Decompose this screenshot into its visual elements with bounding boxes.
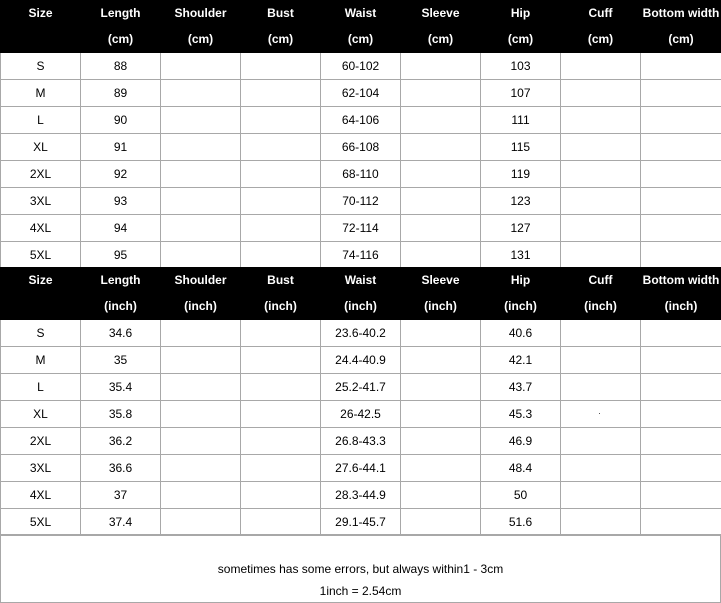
table-cell: 111 xyxy=(481,107,561,134)
table-cell: 88 xyxy=(81,53,161,80)
table-cell: 95 xyxy=(81,242,161,269)
table-cell xyxy=(641,107,721,134)
table-cell: 123 xyxy=(481,188,561,215)
table-cell: 66-108 xyxy=(321,134,401,161)
table-row xyxy=(1,107,721,134)
table-cell: 35.8 xyxy=(81,401,161,428)
table-cell xyxy=(641,53,721,80)
table-cell xyxy=(561,188,641,215)
table-cell xyxy=(241,428,321,455)
table-cell: 43.7 xyxy=(481,374,561,401)
measurement-note xyxy=(0,534,721,603)
table-row xyxy=(1,242,721,269)
column-header: Hip xyxy=(481,268,561,294)
table-row xyxy=(1,320,721,347)
column-unit: (inch) xyxy=(641,294,721,320)
table-cell xyxy=(561,509,641,536)
size-label-cell: M xyxy=(1,80,81,107)
table-row xyxy=(1,80,721,107)
table-cell: 35.4 xyxy=(81,374,161,401)
size-label-cell: L xyxy=(1,374,81,401)
table-row xyxy=(1,401,721,428)
table-cell: 89 xyxy=(81,80,161,107)
table-cell xyxy=(641,161,721,188)
table-cell xyxy=(241,188,321,215)
table-cell xyxy=(641,455,721,482)
table-cell: 107 xyxy=(481,80,561,107)
size-label-cell: XL xyxy=(1,401,81,428)
table-cell xyxy=(561,428,641,455)
column-unit: (inch) xyxy=(81,294,161,320)
table-cell xyxy=(241,161,321,188)
column-unit: (inch) xyxy=(241,294,321,320)
column-header: Bust xyxy=(241,268,321,294)
table-row xyxy=(1,347,721,374)
column-header: Bust xyxy=(241,1,321,27)
header-row-units xyxy=(1,294,721,320)
column-header-blank xyxy=(1,294,81,320)
size-label-cell: XL xyxy=(1,134,81,161)
table-cell xyxy=(401,80,481,107)
table-cell xyxy=(401,347,481,374)
column-header: Length xyxy=(81,268,161,294)
table-cell xyxy=(561,401,641,428)
table-cell: 74-116 xyxy=(321,242,401,269)
table-cell xyxy=(641,428,721,455)
table-cell xyxy=(641,401,721,428)
table-cell xyxy=(401,107,481,134)
table-cell xyxy=(561,482,641,509)
table-cell xyxy=(161,428,241,455)
table-cell: 35 xyxy=(81,347,161,374)
size-label-cell: 2XL xyxy=(1,428,81,455)
column-header: Bottom width xyxy=(641,1,721,27)
table-cell xyxy=(561,455,641,482)
table-cell xyxy=(561,215,641,242)
table-cell xyxy=(641,509,721,536)
column-header-blank xyxy=(1,27,81,53)
table-cell xyxy=(241,374,321,401)
table-cell xyxy=(561,374,641,401)
column-header: Size xyxy=(1,268,81,294)
table-row xyxy=(1,161,721,188)
table-cell xyxy=(401,134,481,161)
table-cell: 42.1 xyxy=(481,347,561,374)
conversion-note: 1inch = 2.54cm xyxy=(319,584,402,598)
table-cell xyxy=(161,80,241,107)
table-cell: 36.2 xyxy=(81,428,161,455)
table-cell xyxy=(161,242,241,269)
table-cell xyxy=(401,455,481,482)
table-cell: 90 xyxy=(81,107,161,134)
table-cell xyxy=(641,80,721,107)
table-cell xyxy=(641,188,721,215)
table-cell: 115 xyxy=(481,134,561,161)
table-cell xyxy=(401,242,481,269)
table-cell: 34.6 xyxy=(81,320,161,347)
table-cell xyxy=(241,215,321,242)
table-cell xyxy=(241,53,321,80)
table-cell xyxy=(561,320,641,347)
table-cell: 26-42.5 xyxy=(321,401,401,428)
table-cell: 70-112 xyxy=(321,188,401,215)
table-cell xyxy=(401,188,481,215)
column-unit: (inch) xyxy=(401,294,481,320)
column-header: Waist xyxy=(321,1,401,27)
table-cell: 64-106 xyxy=(321,107,401,134)
table-cell: 37 xyxy=(81,482,161,509)
table-cell xyxy=(401,53,481,80)
table-cell xyxy=(161,188,241,215)
table-cell xyxy=(241,401,321,428)
table-cell xyxy=(241,107,321,134)
size-label-cell: S xyxy=(1,320,81,347)
table-cell xyxy=(561,53,641,80)
column-unit: (cm) xyxy=(641,27,721,53)
table-cell: 37.4 xyxy=(81,509,161,536)
table-cell: 50 xyxy=(481,482,561,509)
table-cell xyxy=(561,134,641,161)
table-cell: 131 xyxy=(481,242,561,269)
table-cell xyxy=(401,161,481,188)
table-cell: 26.8-43.3 xyxy=(321,428,401,455)
table-cell xyxy=(401,401,481,428)
table-cell xyxy=(401,215,481,242)
table-cell: 40.6 xyxy=(481,320,561,347)
table-cell: 68-110 xyxy=(321,161,401,188)
column-unit: (cm) xyxy=(561,27,641,53)
table-cell xyxy=(561,80,641,107)
table-cell xyxy=(161,374,241,401)
table-cell: 28.3-44.9 xyxy=(321,482,401,509)
column-unit: (cm) xyxy=(241,27,321,53)
table-cell xyxy=(641,347,721,374)
table-cell xyxy=(641,242,721,269)
column-header: Sleeve xyxy=(401,1,481,27)
stray-dot xyxy=(599,413,600,414)
table-cell xyxy=(641,320,721,347)
table-cell xyxy=(161,215,241,242)
table-cell xyxy=(641,374,721,401)
table-cell: 94 xyxy=(81,215,161,242)
table-cell: 60-102 xyxy=(321,53,401,80)
table-row xyxy=(1,188,721,215)
column-header: Waist xyxy=(321,268,401,294)
column-unit: (cm) xyxy=(481,27,561,53)
table-cell xyxy=(641,482,721,509)
column-header: Sleeve xyxy=(401,268,481,294)
column-header: Shoulder xyxy=(161,1,241,27)
table-cell: 103 xyxy=(481,53,561,80)
table-cell xyxy=(561,242,641,269)
table-cell xyxy=(401,374,481,401)
cm-table-body xyxy=(1,1,721,269)
table-row xyxy=(1,374,721,401)
table-cell xyxy=(241,455,321,482)
table-row xyxy=(1,509,721,536)
size-label-cell: 5XL xyxy=(1,509,81,536)
column-header: Shoulder xyxy=(161,268,241,294)
table-cell xyxy=(161,134,241,161)
table-cell: 127 xyxy=(481,215,561,242)
table-cell xyxy=(401,482,481,509)
table-cell: 27.6-44.1 xyxy=(321,455,401,482)
table-cell xyxy=(241,242,321,269)
table-cell xyxy=(641,215,721,242)
header-row-units xyxy=(1,27,721,53)
size-table-inch xyxy=(0,267,721,536)
column-unit: (cm) xyxy=(161,27,241,53)
table-cell: 119 xyxy=(481,161,561,188)
table-cell: 48.4 xyxy=(481,455,561,482)
column-header: Length xyxy=(81,1,161,27)
column-header: Bottom width xyxy=(641,268,721,294)
column-unit: (cm) xyxy=(401,27,481,53)
column-header: Cuff xyxy=(561,1,641,27)
error-note: sometimes has some errors, but always within1 - 3cm xyxy=(217,562,504,576)
table-cell xyxy=(241,347,321,374)
size-label-cell: 3XL xyxy=(1,455,81,482)
table-cell xyxy=(241,320,321,347)
table-cell xyxy=(401,509,481,536)
table-cell: 36.6 xyxy=(81,455,161,482)
table-cell xyxy=(161,482,241,509)
table-row xyxy=(1,455,721,482)
table-row xyxy=(1,428,721,455)
table-cell xyxy=(161,320,241,347)
table-cell: 46.9 xyxy=(481,428,561,455)
column-unit: (inch) xyxy=(321,294,401,320)
size-label-cell: 4XL xyxy=(1,215,81,242)
table-cell xyxy=(241,134,321,161)
table-cell xyxy=(561,107,641,134)
table-cell xyxy=(241,482,321,509)
table-cell xyxy=(401,428,481,455)
table-row xyxy=(1,215,721,242)
table-cell: 29.1-45.7 xyxy=(321,509,401,536)
column-unit: (inch) xyxy=(561,294,641,320)
column-header: Hip xyxy=(481,1,561,27)
table-cell: 45.3 xyxy=(481,401,561,428)
table-cell xyxy=(161,401,241,428)
table-cell xyxy=(561,161,641,188)
table-cell xyxy=(161,107,241,134)
size-label-cell: 5XL xyxy=(1,242,81,269)
table-cell xyxy=(161,53,241,80)
column-unit: (cm) xyxy=(321,27,401,53)
size-label-cell: L xyxy=(1,107,81,134)
inch-table-body xyxy=(1,268,721,536)
table-row xyxy=(1,53,721,80)
table-cell xyxy=(161,347,241,374)
column-header: Cuff xyxy=(561,268,641,294)
header-row-names xyxy=(1,268,721,294)
table-cell: 92 xyxy=(81,161,161,188)
table-cell: 93 xyxy=(81,188,161,215)
table-cell xyxy=(241,80,321,107)
column-header: Size xyxy=(1,1,81,27)
table-cell: 51.6 xyxy=(481,509,561,536)
table-cell: 72-114 xyxy=(321,215,401,242)
size-label-cell: 2XL xyxy=(1,161,81,188)
column-unit: (cm) xyxy=(81,27,161,53)
table-cell: 62-104 xyxy=(321,80,401,107)
table-cell: 24.4-40.9 xyxy=(321,347,401,374)
size-table-cm xyxy=(0,0,721,269)
size-label-cell: 3XL xyxy=(1,188,81,215)
table-cell xyxy=(161,509,241,536)
table-cell xyxy=(561,347,641,374)
size-label-cell: S xyxy=(1,53,81,80)
table-cell xyxy=(161,455,241,482)
header-row-names xyxy=(1,1,721,27)
table-cell: 91 xyxy=(81,134,161,161)
column-unit: (inch) xyxy=(161,294,241,320)
table-cell: 23.6-40.2 xyxy=(321,320,401,347)
column-unit: (inch) xyxy=(481,294,561,320)
table-cell xyxy=(161,161,241,188)
size-label-cell: 4XL xyxy=(1,482,81,509)
table-row xyxy=(1,482,721,509)
table-cell xyxy=(641,134,721,161)
table-cell: 25.2-41.7 xyxy=(321,374,401,401)
table-row xyxy=(1,134,721,161)
size-label-cell: M xyxy=(1,347,81,374)
table-cell xyxy=(241,509,321,536)
table-cell xyxy=(401,320,481,347)
